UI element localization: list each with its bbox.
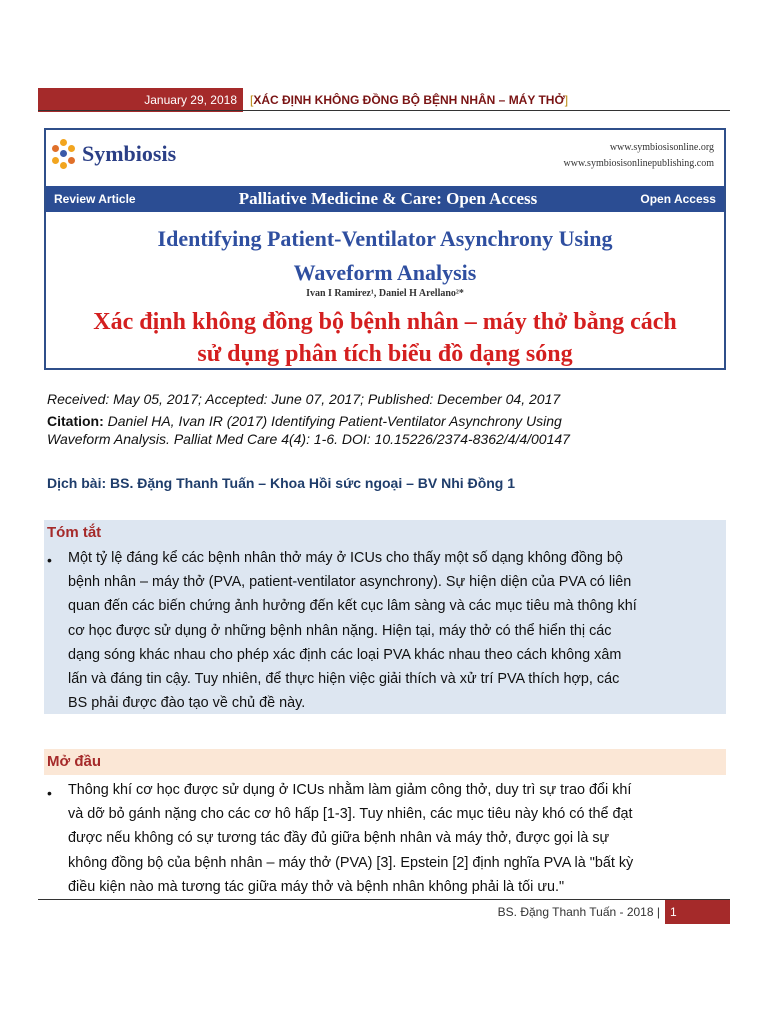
header-date: January 29, 2018 [38, 88, 243, 112]
article-type: Review Article [54, 192, 136, 206]
header-rule [38, 110, 730, 111]
journal-urls [564, 140, 714, 172]
symbiosis-logo [50, 136, 176, 172]
intro-paragraph [68, 778, 718, 899]
journal-name: Palliative Medicine & Care: Open Access [238, 189, 538, 208]
citation-line1: Daniel HA, Ivan IR (2017) Identifying Patient-Ventilator Asynchrony Using [103, 413, 562, 429]
header-bracket-open: [ [250, 93, 254, 107]
article-title-line2: Waveform Analysis [293, 260, 477, 285]
translator-credit: Dịch bài: BS. Đặng Thanh Tuấn – Khoa Hồi sức ngoại – BV Nhi Đồng 1 [47, 475, 516, 491]
citation-line2: Waveform Analysis. Palliat Med Care 4(4): 1-6. DOI: 10.15226/2374-8362/4/4/00147 [47, 431, 570, 447]
summary-line: BS phải được đào tạo về chủ đề này. [68, 695, 306, 712]
intro-line: Thông khí cơ học được sử dụng ở ICUs nhằm làm giảm công thở, duy trì sự trao đổi khí [68, 782, 632, 798]
intro-line: và dỡ bỏ gánh nặng cho các cơ hô hấp [1-3]. Tuy nhiên, các mục tiêu này khó có thể đạt [68, 806, 633, 823]
article-title [46, 222, 724, 290]
header-title [250, 88, 568, 112]
header-title-text: XÁC ĐỊNH KHÔNG ĐỒNG BỘ BỆNH NHÂN – MÁY THỞ [253, 93, 565, 107]
footer-separator: | [656, 905, 660, 919]
article-authors: Ivan I Ramirez¹, Daniel H Arellano²* [306, 288, 464, 299]
vietnamese-title [46, 306, 724, 370]
journal-banner [44, 128, 726, 370]
header-bracket-close: ] [564, 93, 569, 107]
intro-bullet: • [47, 785, 52, 801]
citation [47, 412, 727, 448]
summary-line: quan đến các biến chứng ảnh hưởng đến kết cục lâm sàng và các mục tiêu mà thông khí [68, 598, 637, 615]
open-access-label: Open Access [640, 192, 716, 206]
article-title-line1: Identifying Patient-Ventilator Asynchrony Using [157, 226, 613, 251]
journal-bar [46, 186, 724, 212]
intro-line: được nếu không có sự tương tác đầy đủ giữa bệnh nhân và máy thở, được gọi là sự [68, 830, 610, 847]
summary-line: lấn và đáng tin cậy. Tuy nhiên, để thực hiện việc giải thích và xử trí PVA thích hợp, các [68, 671, 620, 688]
intro-heading: Mở đầu [44, 749, 726, 775]
citation-label: Citation: [47, 413, 104, 429]
footer-author-text: BS. Đặng Thanh Tuấn - 2018 [497, 905, 654, 919]
article-meta [47, 390, 727, 448]
footer-author [498, 901, 660, 923]
vietnamese-title-line2: sử dụng phân tích biểu đồ dạng sóng [197, 341, 573, 367]
summary-line: cơ học được sử dụng ở những bệnh nhân nặng. Hiện tại, máy thở có thể hiển thị các [68, 622, 612, 639]
summary-line: dạng sóng khác nhau cho phép xác định các loại PVA khác nhau theo cách không xâm [68, 646, 622, 663]
summary-line: Một tỷ lệ đáng kể các bệnh nhân thở máy ở ICUs cho thấy một số dạng không đồng bộ [68, 550, 623, 566]
footer-rule [38, 899, 730, 900]
url-publishing: www.symbiosisonlinepublishing.com [563, 158, 714, 169]
summary-bullet: • [47, 552, 52, 568]
page-number: 1 [665, 900, 730, 924]
intro-line: điều kiện nào mà tương tác giữa máy thở và bệnh nhân không phải là tối ưu." [68, 878, 565, 895]
publication-dates: Received: May 05, 2017; Accepted: June 07, 2017; Published: December 04, 2017 [47, 391, 561, 407]
vietnamese-title-line1: Xác định không đồng bộ bệnh nhân – máy thở bằng cách [93, 309, 677, 335]
summary-heading: Tóm tắt [47, 524, 102, 541]
summary-paragraph [68, 546, 718, 715]
summary-line: bệnh nhân – máy thở (PVA, patient-ventilator asynchrony). Sự hiện diện của PVA có liên [68, 574, 632, 591]
symbiosis-logo-icon [50, 139, 78, 169]
url-primary: www.symbiosisonline.org [609, 142, 714, 153]
logo-text: Symbiosis [82, 141, 177, 166]
intro-line: không đồng bộ của bệnh nhân – máy thở (PVA) [3]. Epstein [2] định nghĩa PVA là "bất kỳ [68, 854, 634, 871]
